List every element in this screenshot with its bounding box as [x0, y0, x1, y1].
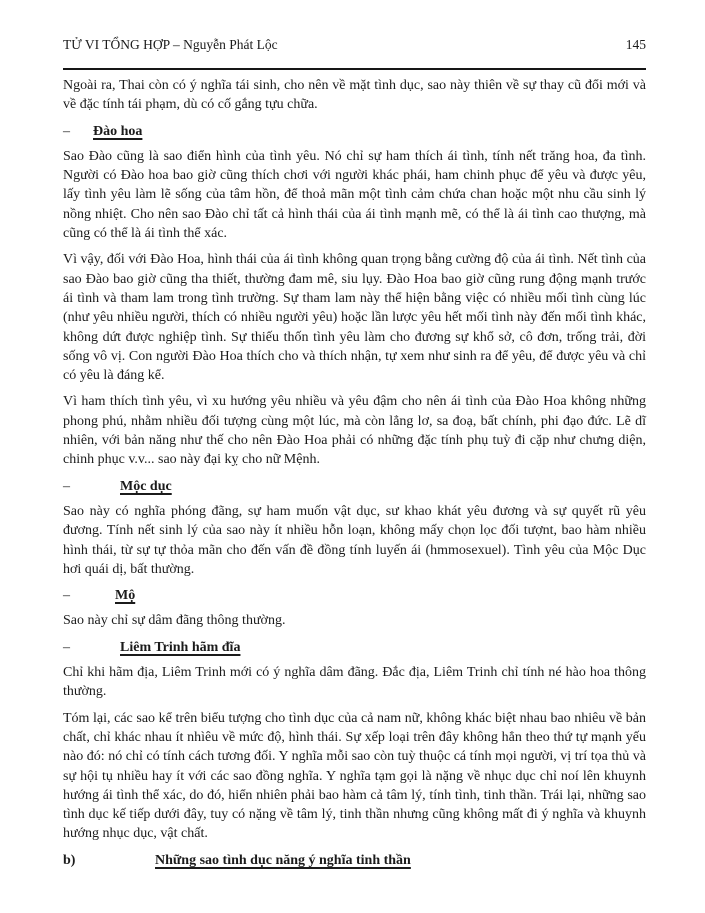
- item-b-marker: b): [63, 852, 76, 868]
- header-divider: [63, 68, 646, 70]
- heading-text: Liêm Trinh hãm đĩa: [120, 639, 241, 655]
- section-heading-b: [63, 851, 646, 870]
- paragraph-thai-intro: Ngoài ra, Thai còn có ý nghĩa tái sinh, cho nên về mặt tình dục, sao này thiên về sự thay cũ đổi mới và về đặc tính tái phạm, dù có cố gắng tựu chữa.: [63, 78, 646, 113]
- paragraph-mo: Sao này chỉ sự dâm đãng thông thường.: [63, 613, 286, 629]
- dash-marker: –: [63, 123, 70, 139]
- paragraph-moc-duc: Sao này có nghĩa phóng đãng, sự ham muốn vật dục, sư khao khát yêu đương và sự quyết rũ yêu đương. Tính nết sinh lý của sao này ít nhiều hỗn loạn, không mấy chọn lọc đối tượnt, bao hàm nhiều hình thái, từ sự tự thỏa mãn cho đến vấn đề đồng tính luyến ái (hmmosexuel). Tình yêu của Mộc Dục hơi quái dị, bất thường.: [63, 503, 646, 577]
- heading-text: Mộ: [115, 588, 136, 604]
- heading-text: Đào hoa: [93, 123, 143, 139]
- dash-marker: –: [63, 478, 70, 494]
- paragraph-liem-trinh: Chỉ khi hãm địa, Liêm Trinh mới có ý nghĩa dâm đãng. Đắc địa, Liêm Trinh chỉ tính né hào hoa thông thường.: [63, 665, 646, 700]
- paragraph-dao-hoa-1: Sao Đào cũng là sao điển hình của tình yêu. Nó chỉ sự ham thích ái tình, tính nết trăng hoa, đa tình. Người có Đào hoa bao giờ cũng thích chơi với người khác phái, ham chinh phục để yêu và được yêu, lấy tình yêu làm lẽ sống của tâm hồn, để thoả mãn một tình cảm chứa chan hoặc một nhu cầu sinh lý nồng nhiệt. Cho nên sao Đào chỉ tất cả hình thái của ái tình mạnh mẽ, có thể là ái tình cao thượng, mà cũng có thể là ái tình thể xác.: [63, 148, 646, 242]
- section-heading-dao-hoa: [63, 122, 646, 141]
- paragraph-dao-hoa-3: Vì ham thích tình yêu, vì xu hướng yêu nhiều và yêu đậm cho nên ái tình của Đào Hoa không những phong phú, nhằm nhiều đối tượng cùng một lúc, mà còn lẳng lơ, sa đoạ, bất chính, phi đạo đức. Lẽ dĩ nhiên, với bản năng như thế cho nên Đào Hoa phải có những đặc tính phụ tuỳ đi cặp như chưng diện, chinh phục v.v... sao này đại kỵ cho nữ Mệnh.: [63, 394, 646, 468]
- paragraph-dao-hoa-2: Vì vậy, đối với Đào Hoa, hình thái của ái tình không quan trọng bằng cường độ của ái tình. Nết tình của sao Đào bao giờ cũng tha thiết, thường đam mê, siu lụy. Đào Hoa bao giờ cũng rung động mạnh trước ái tình và tham lam trong tình trường. Sự tham lam này thể hiện bằng việc có nhiều mối tình cùng lúc (như yêu nhiều người, thích có nhiều người yêu) hoặc lần lược yêu hết mối tình này đến mối tình khác, không dứt được nghiệp tình. Sự thiếu thốn tình yêu làm cho đương sự khổ sở, cô đơn, trống trải, đời sống vô vị. Con người Đào Hoa thích cho và thích nhận, tự xem như sinh ra để yêu, để được yêu và chỉ có yêu là đáng kể.: [63, 252, 646, 384]
- section-heading-mo: [63, 586, 646, 605]
- page-header: [63, 36, 646, 53]
- paragraph-tom-lai: Tóm lại, các sao kể trên biểu tượng cho tình dục của cả nam nữ, không khác biệt nhau bao nhiêu về bản chất, chỉ khác nhau ít nhìêu về mức độ, hình thái. Sự xếp loại trên đây không hẳn theo thứ tự mạnh yếu nào đó: nó chỉ có tính cách tương đối. Y nghĩa mỗi sao còn tuỳ thuộc cá tính mọi người, vị trí tọa thủ và sự hội tụ nhiều hay ít với các sao đồng nghĩa. Y nghĩa tạm gọi là nặng về nhục dục chỉ noí lên khuynh hướng ái tình thể xác, do đó, hiển nhiên phải bao hàm cả tâm lý, tính tình, tinh thần. Trái lại, những sao tình dục kế tiếp dưới đây, tuy có nặng về tâm lý, tinh thần nhưng cũng không mất đi ý nghĩa và khuynh hướng nhục dục, vật chất.: [63, 710, 646, 842]
- heading-text: Mộc dục: [120, 478, 172, 494]
- heading-text: Những sao tình dục năng ý nghĩa tinh thần: [155, 852, 411, 868]
- page-number: 145: [625, 37, 646, 52]
- dash-marker: –: [63, 639, 70, 655]
- section-heading-moc-duc: [63, 477, 646, 496]
- section-heading-liem-trinh: [63, 638, 646, 657]
- running-title: TỬ VI TỔNG HỢP – Nguyễn Phát Lộc: [63, 37, 278, 52]
- dash-marker: –: [63, 588, 70, 604]
